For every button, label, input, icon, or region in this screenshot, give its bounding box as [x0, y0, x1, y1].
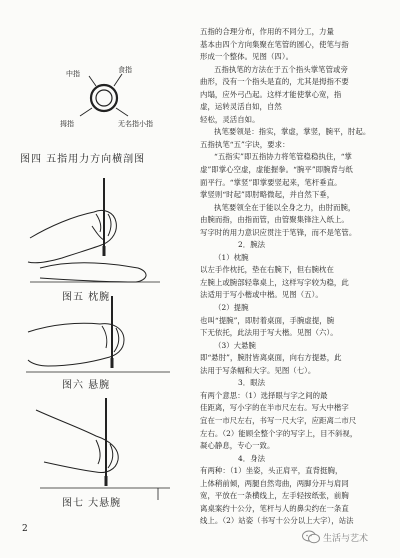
text-line: 基本由四个方向集聚在笔管的圆心，使笔与指: [200, 39, 349, 49]
section-heading-eye: 3．眼法: [238, 378, 266, 388]
text-line: 离桌案约十公分，笔杆与人的鼻尖约在一条直: [200, 503, 349, 513]
figure7-caption: 图七 大悬腕: [62, 498, 122, 509]
text-line: 五指执笔的方法在于五个指头掌笔管或旁: [214, 64, 348, 74]
text-line: 法适用于写小楷或中楷。见图（五）。: [200, 290, 323, 300]
finger-lines: [96, 440, 113, 468]
text-line: 由腕而指，由指而管，由管聚集锋注入纸上。: [200, 215, 349, 225]
text-line: 线上。（2）站姿（书写十公分以上大字），站法: [200, 516, 354, 526]
subsection-heading-raised-wrist: （2）提腕: [214, 303, 249, 313]
section-heading-posture: 4．身法: [238, 453, 266, 463]
text-line: 执笔要领全在于能以全身之力，由肘而腕，: [214, 202, 356, 212]
finger-ring-inner: [96, 90, 112, 106]
page-number: 2: [22, 524, 28, 534]
text-line: 五指执笔“五”字诀，要求：: [200, 139, 290, 149]
label-index-finger: 食指: [118, 66, 132, 74]
text-line: 上体稍前倾，两腿自然弯曲，两脚分开与肩同: [200, 478, 349, 488]
text-line: 执笔要领是：指实，掌虚，掌竖，腕平，肘起。: [214, 127, 371, 137]
arrow-index: [114, 74, 122, 86]
chat-bubble-icon: [302, 530, 320, 544]
label-thumb: 拇指: [60, 120, 74, 128]
text-line: 也叫“提腕”，即肘着桌面，手腕虚提，腕: [200, 315, 335, 325]
figure5-illustration: [28, 178, 160, 282]
text-line: 即“悬肘”，腕肘皆离桌面，向右方提悬，此: [200, 353, 342, 363]
text-line: 内塌，应外弓凸起。这样才能使掌心宽，指: [200, 89, 342, 99]
finger-ring-outer: [91, 85, 117, 111]
text-line: “五指实”即五指协力将笔管稳稳执住，“掌: [214, 152, 352, 162]
figure5-caption: 图五 枕腕: [62, 292, 111, 303]
text-line: 佳距离，写小字的在半市尺左右。写大中楷字: [200, 403, 349, 413]
forearm-outline: [28, 323, 124, 366]
text-line: 写字时的用力意识应贯注于笔锋，而不是笔管。: [200, 227, 357, 237]
figure6-caption: 图六 悬腕: [62, 380, 111, 391]
label-middle-finger: 中指: [66, 70, 80, 78]
text-line: 下无依托，此法用于写大楷。见图（六）。: [200, 328, 338, 338]
finger-lines: [92, 214, 111, 240]
support-hand: [40, 263, 146, 282]
text-line: 面平行。“掌竖”即掌要竖起来，笔杆垂直。: [200, 177, 342, 187]
watermark-text: 生活与艺术: [323, 533, 369, 544]
text-line: 有两种：（1）坐姿，头正肩平，直背挺胸，: [200, 466, 343, 476]
arrow-thumb: [80, 108, 92, 116]
text-line: 虚，运转灵活自如，自然: [200, 102, 282, 112]
subsection-heading-pillow-wrist: （1）枕腕: [214, 252, 249, 262]
text-line: 法用于写条幅和大字。见图（七）。: [200, 365, 316, 375]
text-line: 左右。（2）能顾全整个字的写字上，目不斜视，: [200, 428, 358, 438]
text-line: 曲形，没有一个指头是直的，尤其是拇指不要: [200, 77, 349, 87]
label-ring-little-finger: 无名指小指: [118, 120, 153, 128]
text-line: 虚”即掌心空虚，虚能握拳。“腕平”即腕背与纸: [200, 165, 353, 175]
text-line: 轻松，灵活自如。: [200, 114, 260, 124]
figure7-illustration: [36, 398, 170, 500]
text-line: 宜在一市尺左右，书写一尺大字，应距离二市尺: [200, 415, 357, 425]
subsection-heading-big-suspended-wrist: （3）大悬腕: [214, 340, 256, 350]
text-line: 以左手作枕托，垫在右腕下，但右腕枕在: [200, 265, 334, 275]
arrow-ring: [116, 108, 128, 116]
arrow-middle: [89, 76, 96, 86]
body-text-column: [200, 26, 376, 528]
text-line: 有两个意思：（1）选择眼与字之间的最: [200, 390, 328, 400]
figure4-caption: 图四 五指用力方向横剖图: [20, 154, 146, 165]
text-line: 五指的合理分布，作用的不同分工，力量: [200, 27, 334, 36]
text-line: 左腕上或腕部轻靠桌上，这样写字较为稳，此: [200, 277, 349, 287]
figure6-illustration: [26, 296, 170, 372]
text-line: 宽，平放在一条横线上，左手轻按纸张，前胸: [200, 491, 349, 501]
watermark: [302, 530, 368, 544]
figure4-diagram: [60, 65, 153, 128]
text-line: 凝心静息，专心一致。: [200, 441, 275, 451]
text-line: 形成一个整体。见图（四）。: [200, 52, 294, 62]
figure-illustrations: [0, 0, 200, 520]
section-heading-wrist: 2．腕法: [238, 240, 266, 250]
text-line: 掌竖则“时起”即肘略微起，并自然下垂，: [200, 190, 335, 200]
finger-lines: [102, 326, 119, 352]
